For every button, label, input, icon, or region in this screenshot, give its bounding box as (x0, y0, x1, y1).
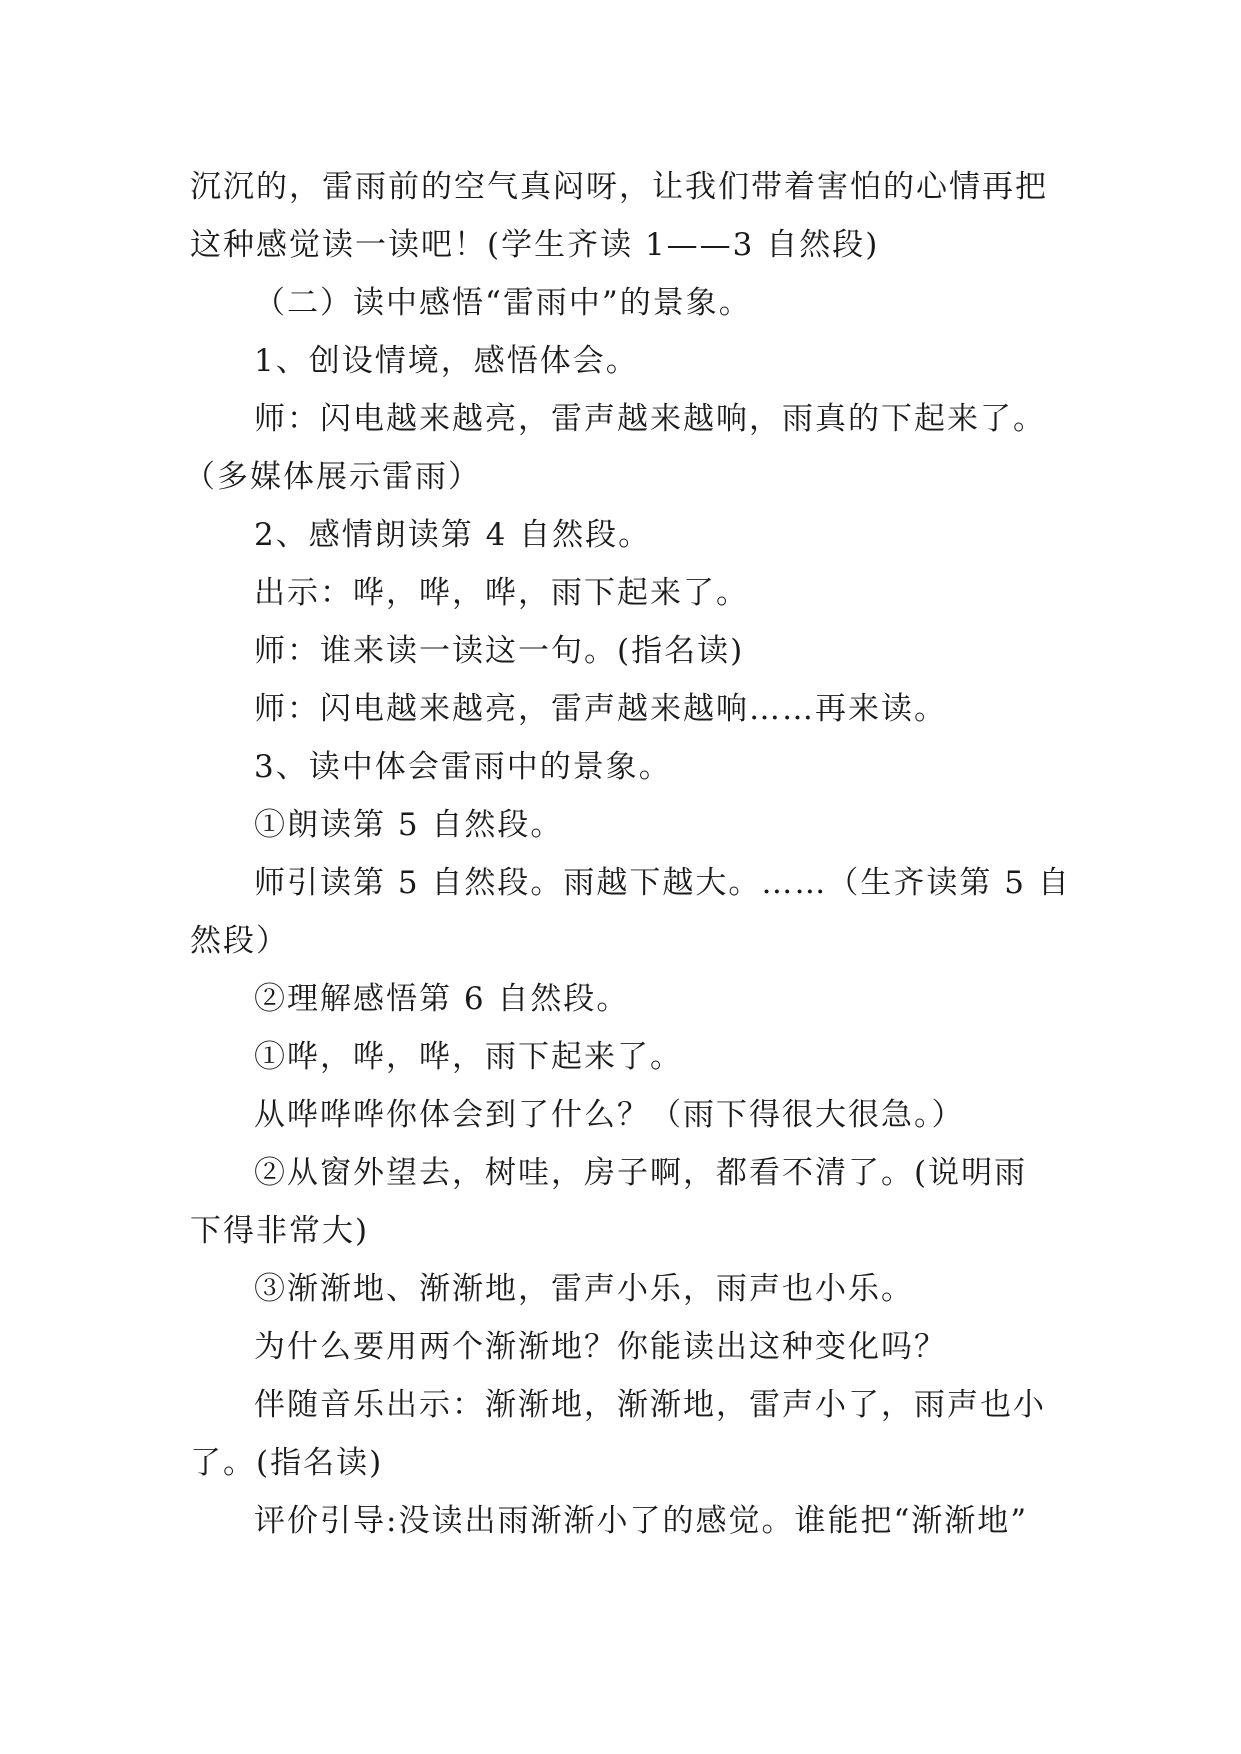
section-heading: （二）读中感悟“雷雨中”的景象。 (254, 285, 752, 321)
text-line: ②从窗外望去，树哇，房子啊，都看不清了。(说明雨 (254, 1155, 1028, 1191)
text-line: ②理解感悟第 6 自然段。 (254, 981, 630, 1017)
step-heading: 2、感情朗读第 4 自然段。 (254, 517, 652, 553)
text-line: 下得非常大) (190, 1213, 370, 1249)
text-line: 评价引导:没读出雨渐渐小了的感觉。谁能把“渐渐地” (254, 1503, 1029, 1539)
text-line: ③渐渐地、渐渐地，雷声小乐，雨声也小乐。 (254, 1271, 914, 1307)
document-page (184, 158, 1071, 1550)
text-line: 从哗哗哗你体会到了什么？（雨下得很大很急。） (254, 1097, 965, 1133)
text-line: ①朗读第 5 自然段。 (254, 807, 564, 843)
text-line: 这种感觉读一读吧！(学生齐读 1——3 自然段) (190, 227, 880, 263)
text-line: 师：谁来读一读这一句。(指名读) (254, 633, 745, 669)
text-line: 然段） (190, 923, 289, 959)
text-line: 师引读第 5 自然段。雨越下越大。……（生齐读第 5 自 (254, 865, 1071, 901)
text-line: ①哗，哗，哗，雨下起来了。 (254, 1039, 683, 1075)
text-line: 师：闪电越来越亮，雷声越来越响……再来读。 (254, 691, 947, 727)
text-line: 伴随音乐出示：渐渐地，渐渐地，雷声小了，雨声也小 (254, 1387, 1046, 1423)
text-line: （多媒体展示雷雨） (184, 459, 481, 495)
step-heading: 3、读中体会雷雨中的景象。 (254, 749, 672, 785)
step-heading: 1、创设情境，感悟体会。 (254, 343, 639, 379)
text-line: 师：闪电越来越亮，雷声越来越响，雨真的下起来了。 (254, 401, 1046, 437)
text-line: 沉沉的，雷雨前的空气真闷呀，让我们带着害怕的心情再把 (190, 169, 1048, 205)
text-line: 出示：哗，哗，哗，雨下起来了。 (254, 575, 749, 611)
text-line: 为什么要用两个渐渐地？你能读出这种变化吗？ (254, 1329, 947, 1365)
text-line: 了。(指名读) (190, 1445, 384, 1481)
